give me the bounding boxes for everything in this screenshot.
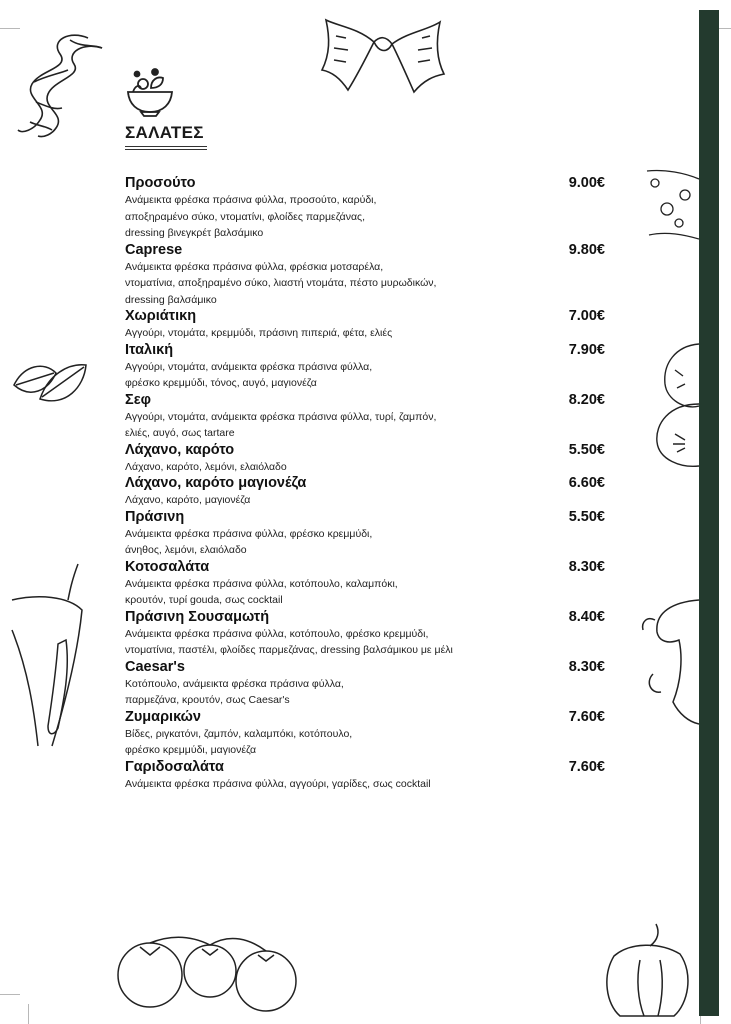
item-description: Κοτόπουλο, ανάμεικτα φρέσκα πράσινα φύλλα, παρμεζάνα, κρουτόν, σως Caesar's (125, 677, 344, 706)
menu-item (125, 475, 605, 509)
basil-leaf-icon (10, 355, 90, 415)
salad-menu-list (125, 175, 605, 792)
tomato-vine-icon (110, 925, 310, 1024)
item-name: Πράσινη Σουσαμωτή (125, 608, 270, 625)
menu-item (125, 308, 605, 342)
item-description: Λάχανο, καρότο, λεμόνι, ελαιόλαδο (125, 460, 287, 473)
item-description: Βίδες, ριγκατόνι, ζαμπόν, καλαμπόκι, κοτόπουλο, φρέσκο κρεμμύδι, μαγιονέζα (125, 727, 353, 756)
item-description: Ανάμεικτα φρέσκα πράσινα φύλλα, προσούτο, καρύδι, αποξηραμένο σύκο, ντοματίνι, φλοίδες παρμεζάνας, dressing βινεγκρέτ βαλσάμικο (125, 194, 377, 239)
item-name: Πράσινη (125, 508, 185, 525)
item-name: Σεφ (125, 391, 151, 408)
item-price: 6.60€ (568, 475, 605, 491)
item-description: Αγγούρι, ντομάτα, κρεμμύδι, πράσινη πιπεριά, φέτα, ελιές (125, 327, 393, 339)
item-name: Λάχανο, καρότο μαγιονέζα (125, 475, 307, 491)
item-price: 5.50€ (568, 441, 605, 458)
item-description: Ανάμεικτα φρέσκα πράσινα φύλλα, φρέσκια μοτσαρέλα, ντοματίνια, αποξηραμένο σύκο, λιαστή ντομάτα, πέστο μυρωδικών, dressing βαλσάμικο (125, 260, 437, 306)
fusilli-pasta-icon (10, 30, 110, 140)
menu-item (125, 342, 605, 392)
salad-bowl-icon (125, 66, 175, 118)
farfalle-pasta-icon (318, 8, 448, 98)
item-description: Ανάμεικτα φρέσκα πράσινα φύλλα, αγγούρι, γαρίδες, σως cocktail (125, 777, 431, 790)
item-price: 7.90€ (568, 341, 605, 358)
item-price: 7.00€ (568, 308, 605, 324)
menu-item (125, 709, 605, 759)
menu-item (125, 509, 605, 559)
item-price: 8.30€ (568, 558, 605, 575)
item-description: Αγγούρι, ντομάτα, ανάμεικτα φρέσκα πράσινα φύλλα, φρέσκο κρεμμύδι, τόνος, αυγό, μαγιονέζα (125, 360, 373, 389)
menu-item (125, 759, 605, 793)
item-name: Λάχανο, καρότο (125, 441, 235, 458)
item-description: Ανάμεικτα φρέσκα πράσινα φύλλα, κοτόπουλο, φρέσκο κρεμμύδι, ντοματίνια, παστέλι, φλοίδες παρμεζάνας, dressing βαλσάμικου με μέλι (125, 627, 453, 656)
section-title: ΣΑΛΑΤΕΣ (125, 123, 204, 142)
side-color-bar (699, 10, 719, 1016)
menu-item (125, 392, 605, 442)
section-header (125, 66, 215, 142)
item-name: Caprese (125, 241, 183, 258)
menu-item (125, 609, 605, 659)
title-underline (125, 149, 207, 150)
item-name: Προσούτο (125, 175, 196, 191)
crop-mark (28, 1004, 29, 1024)
herbs-icon (645, 165, 699, 245)
item-description: Λάχανο, καρότο, μαγιονέζα (125, 494, 251, 506)
item-name: Ιταλική (125, 341, 174, 358)
menu-item (125, 442, 605, 476)
bell-pepper-icon (600, 920, 698, 1020)
menu-item (125, 659, 605, 709)
title-underline (125, 146, 207, 147)
item-name: Γαριδοσαλάτα (125, 758, 224, 775)
menu-item (125, 242, 605, 309)
item-description: Ανάμεικτα φρέσκα πράσινα φύλλα, κοτόπουλο, καλαμπόκι, κρουτόν, τυρί gouda, σως cocktail (125, 577, 398, 606)
item-name: Ζυμαρικών (125, 708, 201, 725)
cut-tomato-icon (645, 340, 699, 470)
chili-pepper-icon (8, 560, 88, 750)
item-price: 5.50€ (568, 508, 605, 525)
item-price: 8.30€ (568, 658, 605, 675)
crop-mark (0, 994, 20, 995)
item-description: Αγγούρι, ντομάτα, ανάμεικτα φρέσκα πράσινα φύλλα, τυρί, ζαμπόν, ελιές, αυγό, σως tartare (125, 410, 437, 439)
item-name: Caesar's (125, 658, 185, 675)
item-price: 7.60€ (568, 708, 605, 725)
mushroom-icon (633, 598, 699, 728)
menu-item (125, 175, 605, 242)
item-name: Κοτοσαλάτα (125, 558, 210, 575)
item-price: 7.60€ (568, 758, 605, 775)
item-price: 8.20€ (568, 391, 605, 408)
crop-mark (0, 28, 20, 29)
item-price: 9.00€ (568, 175, 605, 191)
item-price: 9.80€ (568, 241, 605, 258)
menu-item (125, 559, 605, 609)
item-description: Ανάμεικτα φρέσκα πράσινα φύλλα, φρέσκο κρεμμύδι, άνηθος, λεμόνι, ελαιόλαδο (125, 527, 373, 556)
item-name: Χωριάτικη (125, 308, 197, 324)
item-price: 8.40€ (568, 608, 605, 625)
